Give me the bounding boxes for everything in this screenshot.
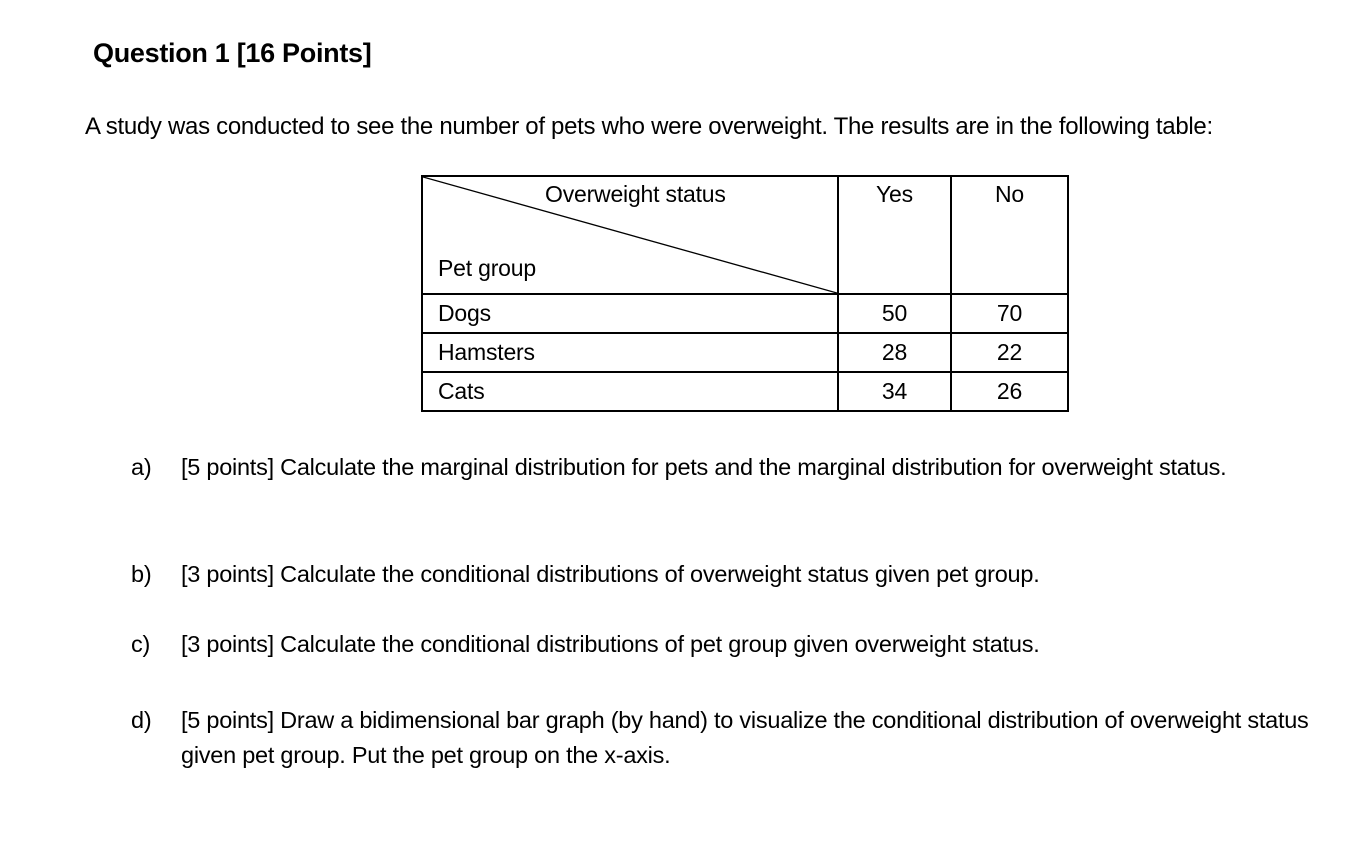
cell-cats-yes: 34 [838,372,951,411]
row-label-hamsters: Hamsters [422,333,838,372]
question-letter: b) [131,561,152,587]
table-header-row [422,176,1068,294]
cell-dogs-no: 70 [951,294,1068,333]
data-table [421,175,1069,412]
table-row [422,294,1068,333]
question-text: [3 points] Calculate the conditional distributions of overweight status given pet group. [181,561,1040,587]
question-heading: Question 1 [16 Points] [93,38,372,68]
diagonal-header-cell [422,176,838,294]
question-text: [5 points] Draw a bidimensional bar graph (by hand) to visualize the conditional distribution of overweight status given pet group. Put the pet group on the x-axis. [181,707,1309,768]
row-label-cats: Cats [422,372,838,411]
intro-paragraph: A study was conducted to see the number of pets who were overweight. The results are in the following table: [85,113,1213,140]
question-letter: c) [131,631,151,657]
table-row [422,372,1068,411]
table-row [422,333,1068,372]
question-text: [3 points] Calculate the conditional distributions of pet group given overweight status. [181,631,1040,657]
question-letter: d) [131,707,152,733]
row-label-dogs: Dogs [422,294,838,333]
question-letter: a) [131,454,152,480]
cell-dogs-yes: 50 [838,294,951,333]
column-header-label: Overweight status [545,181,726,207]
question-text: [5 points] Calculate the marginal distribution for pets and the marginal distribution for overweight status. [181,454,1227,480]
cell-cats-no: 26 [951,372,1068,411]
cell-hamsters-yes: 28 [838,333,951,372]
column-header-no: No [951,176,1068,294]
cell-hamsters-no: 22 [951,333,1068,372]
column-header-yes: Yes [838,176,951,294]
contingency-table [421,175,1067,412]
row-header-label: Pet group [438,255,536,281]
